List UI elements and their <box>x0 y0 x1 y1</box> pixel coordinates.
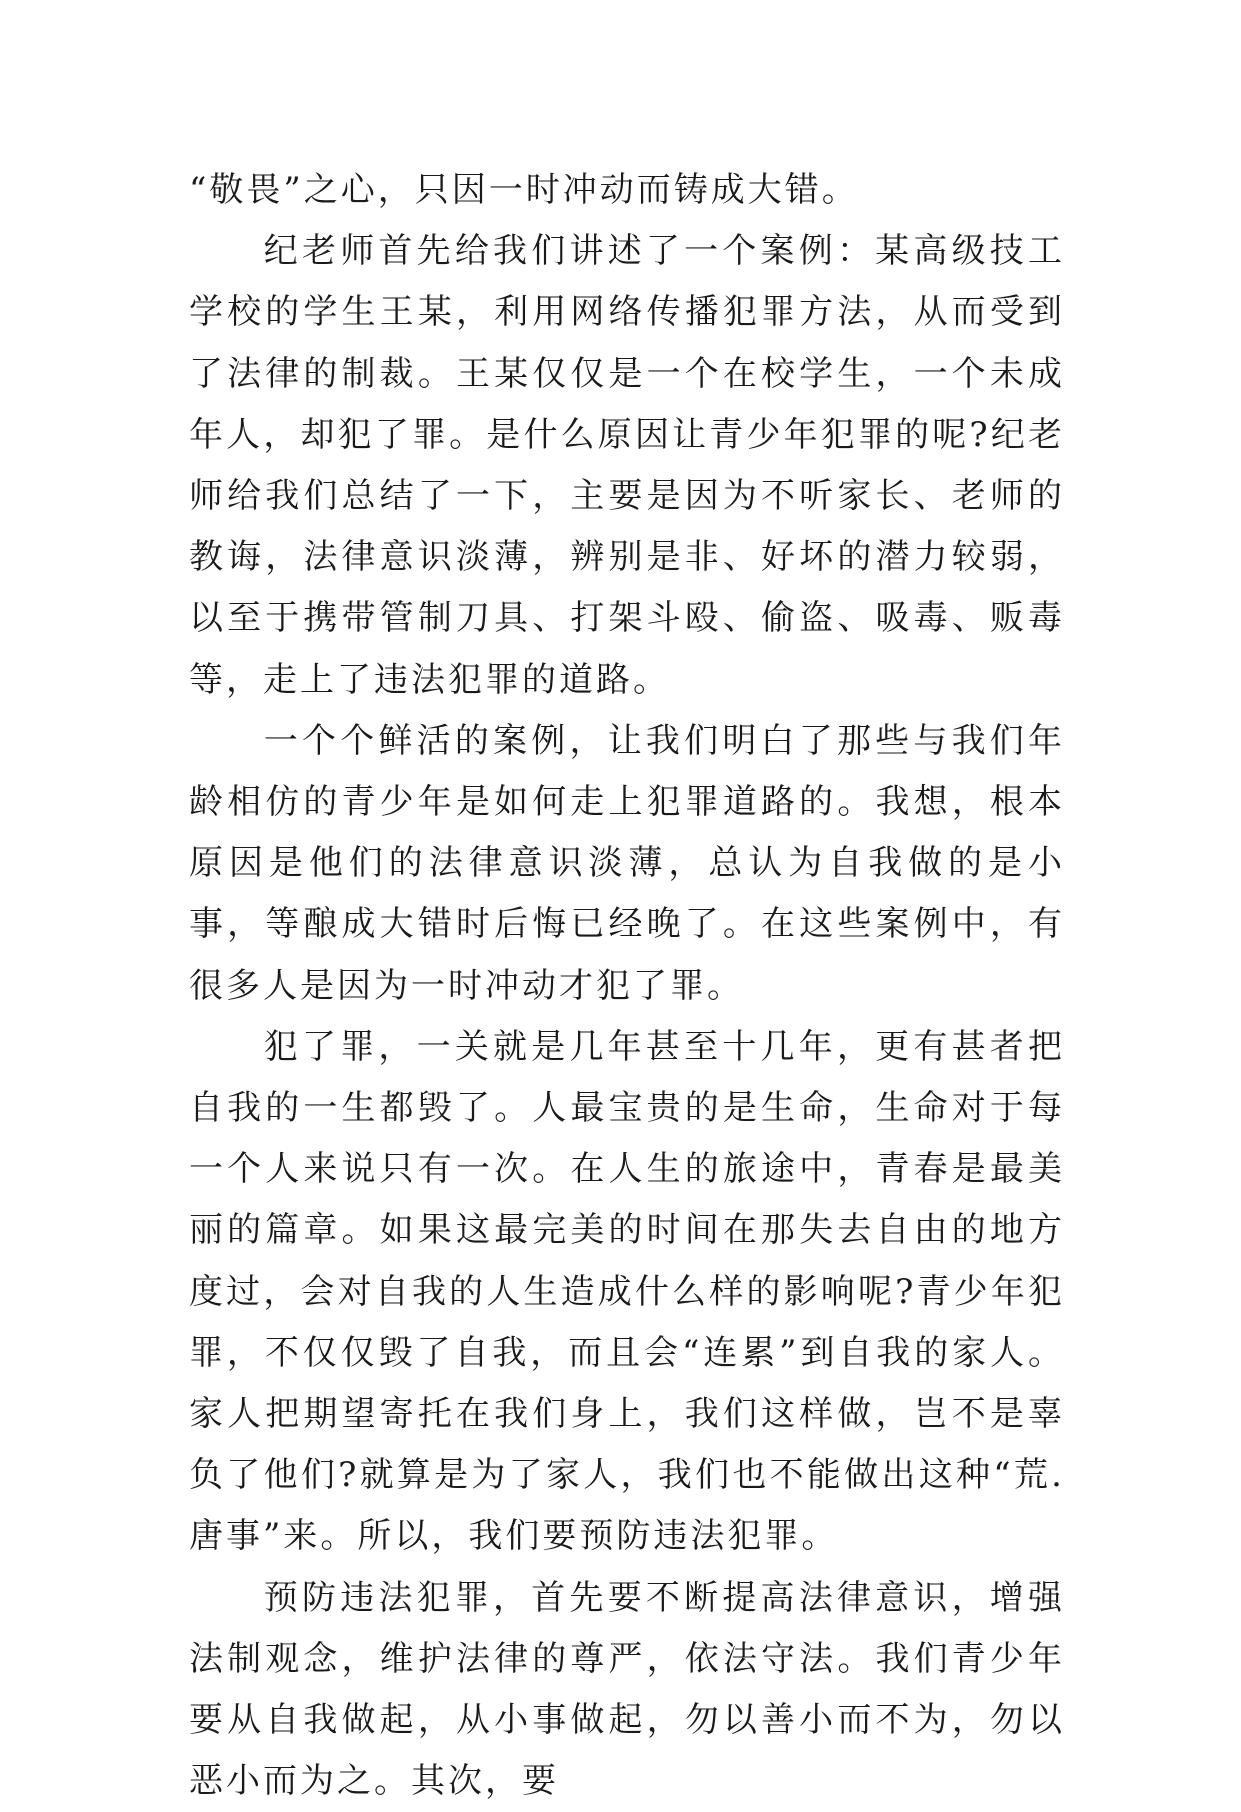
paragraph-4: 犯了罪，一关就是几年甚至十几年，更有甚者把自我的一生都毁了。人最宝贵的是生命，生命对于每一个人来说只有一次。在人生的旅途中，青春是最美丽的篇章。如果这最完美的时间在那失去自由的地方度过，会对自我的人生造成什么样的影响呢?青少年犯罪，不仅仅毁了自我，而且会“连累”到自我的家人。家人把期望寄托在我们身上，我们这样做，岂不是辜负了他们?就算是为了家人，我们也不能做出这种“荒.唐事”来。所以，我们要预防违法犯罪。 <box>189 1026 1065 1557</box>
document-body <box>189 160 1065 1812</box>
paragraph-2: 纪老师首先给我们讲述了一个案例：某高级技工学校的学生王某，利用网络传播犯罪方法，从而受到了法律的制裁。王某仅仅是一个在校学生，一个未成年人，却犯了罪。是什么原因让青少年犯罪的呢?纪老师给我们总结了一下，主要是因为不听家长、老师的教诲，法律意识淡薄，辨别是非、好坏的潜力较弱，以至于携带管制刀具、打架斗殴、偷盗、吸毒、贩毒等，走上了违法犯罪的道路。 <box>189 231 1065 700</box>
paragraph-3: 一个个鲜活的案例，让我们明白了那些与我们年龄相仿的青少年是如何走上犯罪道路的。我想，根本原因是他们的法律意识淡薄，总认为自我做的是小事，等酿成大错时后悔已经晚了。在这些案例中，有很多人是因为一时冲动才犯了罪。 <box>189 720 1065 1006</box>
paragraph-1: “敬畏”之心，只因一时冲动而铸成大错。 <box>189 170 859 210</box>
paragraph-5: 预防违法犯罪，首先要不断提高法律意识，增强法制观念，维护法律的尊严，依法守法。我们青少年要从自我做起，从小事做起，勿以善小而不为，勿以恶小而为之。其次，要 <box>189 1577 1065 1802</box>
